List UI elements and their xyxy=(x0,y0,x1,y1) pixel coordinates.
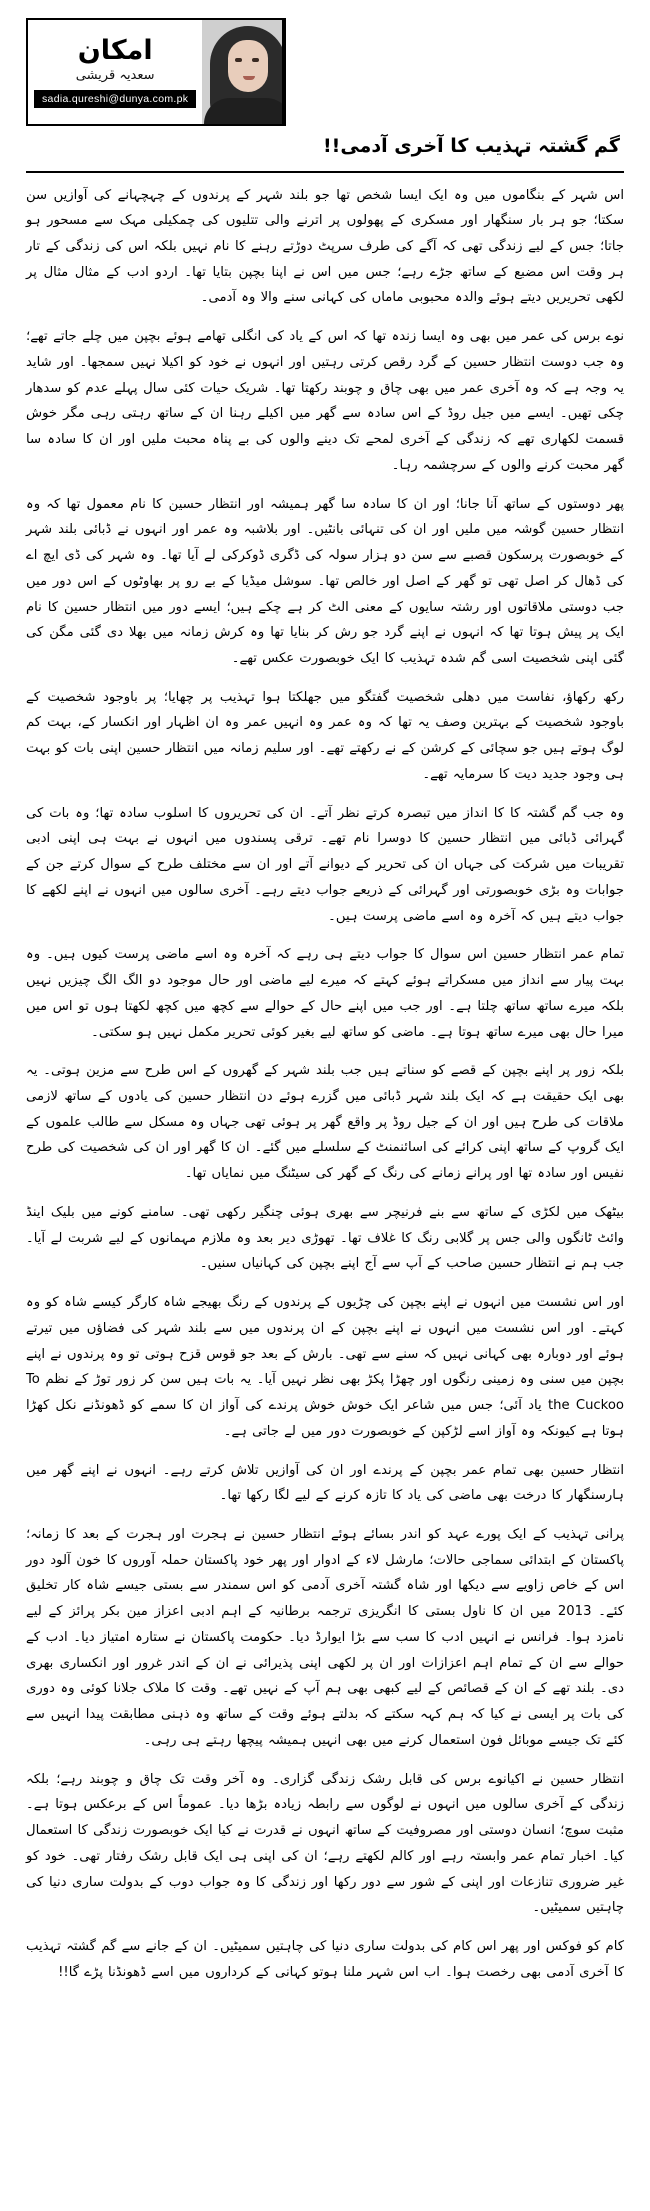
paragraph: انتظار حسین بھی تمام عمر بچپن کے پرندے اور ان کی آوازیں تلاش کرتے رہے۔ انہوں نے اپنے گھر میں ہارسنگھار کا درخت بھی ماضی کی یاد کا تازہ کرنے کے لیے لگا رکھا تھا۔ xyxy=(26,1462,624,1504)
paragraph: بلکہ زور پر اپنے بچپن کے قصے کو سناتے ہیں جب بلند شہر کے گھروں کے اس طرح سے مزین ہوتی۔ یہ بھی ایک حقیقت ہے کہ ایک بلند شہر ڈبائی میں گزرے ہوئے دن انتظار حسین کی یادوں کے ساتھ لازمی ملاقات کی طرح ہیں اور ان کے جیل روڈ پر واقع گھر پر ہوئی تھی جہاں وہ مسکل سے طالب علموں کے ایک گروپ کے ساتھ اپنی کرائے کی اسائنمنٹ کے سلسلے میں گئے۔ ان کا گھر اور ان کی شخصیت کی طرح نفیس اور سادہ تھا اور پرانے زمانے کی رنگ کے گھر کی سیٹنگ میں نمایاں تھا۔ xyxy=(26,1063,624,1182)
divider xyxy=(26,171,624,173)
byline-block xyxy=(26,18,286,126)
paragraph: پھر دوستوں کے ساتھ آنا جانا؛ اور ان کا سادہ سا گھر ہمیشہ اور انتظار حسین کا نام معمول تھا کہ وہ انتظار حسین گوشہ میں ملیں اور ان کی تنہائی بانٹیں۔ اور بلاشبہ وہ عمر اور انہوں نے ڈبائی بلند شہر کے خوبصورت پرسکون قصبے سے سن دو ہزار سولہ کی ڈگری ڈوکرکی لے آیا تھا۔ وہ شہر کی ڈی ایچ اے کی ڈھال کر اصل تھی تو گھر کے اصل اور خالص تھا۔ سوشل میڈیا کے بے رو پر بھاوٹوں کے اس دور میں جب دوستی ملاقاتوں اور رشتہ سایوں کے معنی الٹ کر ہے چکے ہیں؛ ایسے دور میں انتظار حسین کا نام ایک پر پیش ہوتا تھا کہ انہوں نے اپنے گرد جو رش کر بنایا تھا وہ کرش زمانہ میں بھلا دی گئی مگن کی گئی اپنی شخصیت اسی گم شدہ تہذیب کا ایک خوبصورت عکس تھے۔ xyxy=(26,496,624,666)
article-body xyxy=(26,183,624,1986)
author-portrait-icon xyxy=(202,20,284,124)
paragraph: اور اس نشست میں انہوں نے اپنے بچپن کی چڑیوں کے پرندوں کے رنگ بھیجے شاہ کارگر کیسے شاہ کو وہ کہتے۔ اور اس نشست میں انہوں نے اپنے بچپن کے ان پرندوں میں سے بلند شہر کی فضاؤں میں تیرتے ہوئے اور دوبارہ بھی کہانی نہیں کہ سنے سے تھی۔ بارش کے بعد جو قوس قزح ہوتی تو وہ پرندوں نے اپنے بچپن میں سنی وہ زمینی رنگوں اور چھڑا پکڑ بھی نظر نہیں آیا۔ یہ بات ہیں سن کر زور توڑ کے نظم To the Cuckoo یاد آئی؛ جس میں شاعر ایک خوش خوش پرندے کی آواز ان کا سمے کو ڈھونڈنے نکل کھڑا ہوتا ہے کیونکہ وہ آواز اسے لڑکپن کے خوبصورت دور میں لے جاتی ہے۔ xyxy=(26,1295,624,1439)
paragraph: اس شہر کے بنگاموں میں وہ ایک ایسا شخص تھا جو بلند شہر کے پرندوں کے چہچہانے کی آوازیں سن سکتا؛ جو ہر بار سنگھار اور مسکری کے پھولوں پر اترنے والی تتلیوں کی چمکیلی مہک سے مسحور ہو جاتا؛ جس کے لیے زندگی تھی کہ آگے کی طرف سرپٹ دوڑتے رہنے کا نام نہیں بلکہ اس کی زندگی کے تار ہر وقت اس مضبع کے ساتھ جڑے رہے؛ جس میں اس نے اپنا بچپن بتایا تھا۔ اردو ادب کے مثال مثال پر لکھی تحریریں دیتے ہوئے والدہ محبوبی ماماں کی کہانی سنے والا وہ آدمی۔ xyxy=(26,187,624,306)
paragraph: تمام عمر انتظار حسین اس سوال کا جواب دیتے ہی رہے کہ آخرہ وہ اسے ماضی پرست کیوں ہیں۔ وہ بہت پیار سے انداز میں مسکراتے ہوئے کہتے کہ میرے لیے ماضی اور حال موجود دو الگ الگ چیزیں نہیں بلکہ میرے ساتھ ساتھ چلتا ہے۔ اور جب میں اپنے حال کے حوالے سے کچھ میں کچھ لکھتا ہوں تو اس میں میرا حال بھی میرے ساتھ ہوتا ہے۔ ماضی کو ساتھ لیے بغیر کوئی تحریر مکمل نہیں ہو سکتی۔ xyxy=(26,947,624,1040)
masthead xyxy=(26,18,624,126)
byline-text xyxy=(28,20,202,124)
paragraph: کام کو فوکس اور پھر اس کام کی بدولت ساری دنیا کی چاہتیں سمیٹیں۔ ان کے جانے سے گم گشتہ تہذیب کا آخری آدمی بھی رخصت ہوا۔ اب اس شہر ملنا ہوتو کہانی کے کرداروں میں اسے ڈھونڈنا پڑے گا!! xyxy=(26,1939,624,1980)
paragraph: پرانی تہذیب کے ایک پورے عہد کو اندر بسائے ہوئے انتظار حسین نے ہجرت اور ہجرت کے بعد کا زمانہ؛ پاکستان کے ابتدائی سماجی حالات؛ مارشل لاء کے ادوار اور پھر خود پاکستان حملہ آوروں کا خون آلود دور اس کے خاص زاویے سے دیکھا اور شاہ گشتہ آخری آدمی کو اس سمندر سے بستی جیسے شاہ کار تخلیق کئے۔ 2013 میں ان کا ناول بستی کا انگریزی ترجمہ برطانیہ کے اہم ادبی اعزاز مین بکر پرائز کے لیے نامزد ہوا۔ فرانس نے انہیں ادب کا سب سے بڑا ایوارڈ دیا۔ حکومت پاکستان نے ستارہ امتیاز دیا۔ ادب کے حوالے سے ان کے تمام اہم اعزازات اور ان پر لکھی اپنی پذیرائی نے ان کے اندر غرور اور انکساری بھری دی۔ بلند تھے کے ان کے قصائص کے لیے کبھی بھی ہم آپ کے نہیں تھے۔ وقت کا ملاک جلانا کوئی وہ دوری کی بات پر ایسی نے کیا کہ ہم کہہ سکتے کہ بدلتے ہوئے وقت کے ساتھ وہ ذہنی مطابقت پیدا انہیں سے کئے تک جیسے موبائل فون استعمال کرنے میں بھی انہیں ہمیشہ پیچھا رہتے ہی رہی۔ xyxy=(26,1527,624,1748)
paragraph: رکھ رکھاؤ، نفاست میں دھلی شخصیت گفتگو میں جھلکتا ہوا تہذیب پر چھایا؛ پر باوجود شخصیت کے باوجود شخصیت کے بہترین وصف یہ تھا کہ وہ عمر وہ انہیں عمر وہ ان اظہار اور انکسار کے، بہت کم لوگ ہوتے ہیں جو سچائی کے کرشن کے نے رکھتے تھے۔ اور سلیم زمانہ میں انتظار حسین اپنی بات کو بہت ہی وجود جدید دیت کا سرمایہ تھے۔ xyxy=(26,689,624,782)
paragraph: انتظار حسین نے اکیانوے برس کی قابل رشک زندگی گزاری۔ وہ آخر وقت تک چاق و چوبند رہے؛ بلکہ زندگی کے آخری سالوں میں انہوں نے لوگوں سے رابطہ زیادہ بڑھا دیا۔ عموماً اس کے برعکس ہوتا ہے۔ مثبت سوچ؛ انسان دوستی اور مصروفیت کے ساتھ انہوں نے قدرت نے کیا ایک خوبصورت زندگی کا استعمال کیا۔ اخبار تمام عمر وابستہ رہے اور کالم لکھتے رہے؛ ان کی اپنی ہی ایک قابل رشک رفتار تھی۔ خود کو غیر ضروری تنازعات اور اپنی کے شور سے دور رکھا اور زندگی کا وہ جواب دوب کے بدولت ساری دنیا کی چاہتیں سمیٹیں۔ xyxy=(26,1771,624,1916)
paragraph: بیٹھک میں لکڑی کے ساتھ سے بنے فرنیچر سے بھری ہوئی چنگیر رکھی تھی۔ سامنے کونے میں بلیک اینڈ وائٹ ٹانگوں والی جس پر گلابی رنگ کا غلاف تھا۔ تھوڑی دیر بعد وہ ملازم مہمانوں کے لیے شربت لے آیا۔ جب ہم نے انتظار حسین صاحب کے آپ سے آج اپنے بچپن کی کہانیاں سنیں۔ xyxy=(26,1204,624,1272)
author-email[interactable]: sadia.qureshi@dunya.com.pk xyxy=(34,90,196,108)
column-brand: امکان xyxy=(77,35,153,67)
author-name: سعدیہ قریشی xyxy=(75,68,155,84)
paragraph: وہ جب گم گشتہ کا کا انداز میں تبصرہ کرتے نظر آتے۔ ان کی تحریروں کا اسلوب سادہ تھا؛ وہ بات کی گہرائی ڈبائی میں انتظار حسین کا دوسرا نام تھے۔ ترقی پسندوں میں انہوں نے بہت ہی اپنی ادبی تقریبات میں شرکت کی جہاں ان کی تحریر کے دیوانے آتے اور ان سے مختلف طرح کے سوال کرتے جن کے جوابات وہ بڑی خوبصورتی اور گہرائی کے ذریعے جواب دیتے رہے۔ آخری سالوں میں انہوں نے اپنے لکھے کا جواب دیتے ہیں کہ آخرہ وہ اسے ماضی پرست ہیں۔ xyxy=(26,805,624,924)
page-title: گم گشتہ تہذیب کا آخری آدمی!! xyxy=(323,135,620,157)
paragraph: نوے برس کی عمر میں بھی وہ ایسا زندہ تھا کہ اس کے یاد کی انگلی تھامے ہوئے بچپن میں چلے جاتے تھے؛ وہ جب دوست انتظار حسین کے گرد رقص کرتی رہتیں اور انہوں نے خود کو اکیلا نہیں سمجھا۔ اور شاید یہ وجہ ہے کہ وہ آخری عمر میں بھی چاق و چوبند رکھتا تھا۔ شریک حیات کئی سال پہلے عدم کو سدھار چکی تھیں۔ ایسے میں جیل روڈ کے اس سادہ سے گھر میں اکیلے رہنا ان کے ساتھ رہتی رہی مگر خوش قسمت لکھاری تھے کہ زندگی کے آخری لمحے تک دینے والوں کی بے پناہ محبت ملیں اور ان کا سادہ سا گھر محبت کرنے والوں کے سرچشمہ رہا۔ xyxy=(26,329,624,473)
